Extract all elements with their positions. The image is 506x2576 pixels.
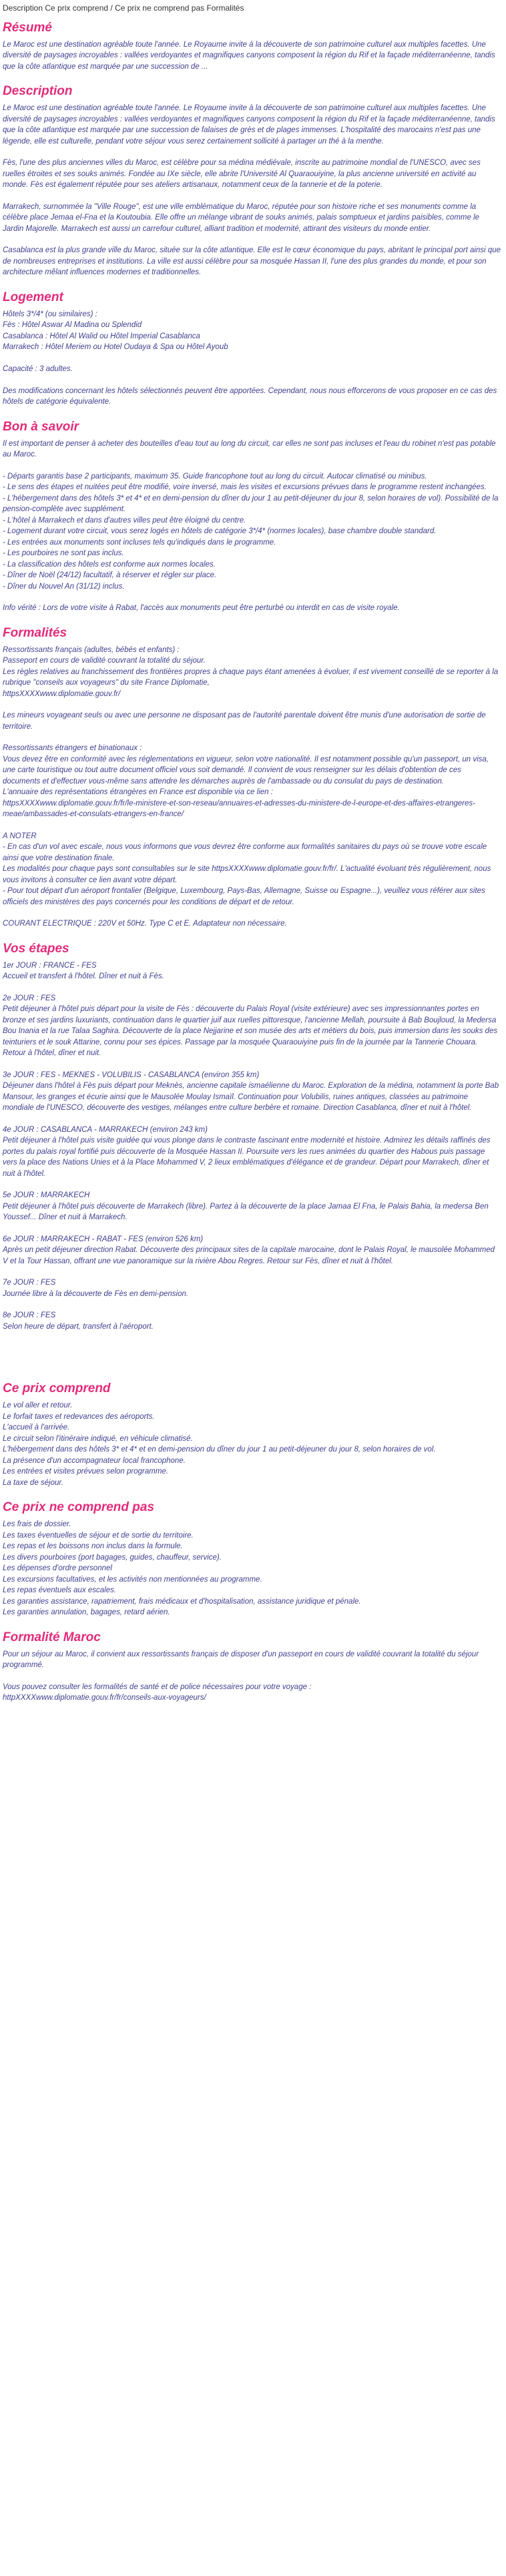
prix-ne-comprend-pas-heading: Ce prix ne comprend pas [3, 1500, 155, 1514]
section-nav-line: Description Ce prix comprend / Ce prix ne comprend pas Formalités [3, 3, 244, 13]
bon-a-savoir-heading: Bon à savoir [3, 419, 79, 434]
description-paragraph-4: Casablanca est la plus grande ville du Maroc, située sur la côte atlantique. Elle est le cœur économique du pays, abritant le principal port ainsi que de nombreuses entreprises et institutions. La ville est aussi célèbre pour sa mosquée Hassan II, l'une des plus grandes du monde, et pour son architecture mêlant influences modernes et traditionnelles. [3, 246, 501, 276]
description-paragraph-2: Fès, l'une des plus anciennes villes du Maroc, est célèbre pour sa médina médiévale, inscrite au patrimoine mondial de l'UNESCO, avec ses ruelles étroites et ses souks animés. Fondée au IXe siècle, elle abrite l'Université Al Quaraouiyine, la plus ancienne université en activité au monde. Fès est également réputée pour ses ateliers artisanaux, notamment ceux de la tannerie et de la poterie. [3, 159, 481, 189]
etape-day: 3e JOUR : FES - MEKNES - VOLUBILIS - CASABLANCA (environ 355 km) Déjeuner dans l'hôtel à Fès puis départ pour Meknès, ancienne capitale ismaélienne du Maroc. Exploration de la médina, notamment la porte Bab Mansour, les granges et écurie ainsi que le Mausolée Moulay Ismaïl. Continuation pour Volubilis, ruines antiques, classées au patrimoine mondiale de l'UNESCO, découverte des vestiges, mélanges entre culture berbère et romaine. Direction Casablanca, dîner et nuit à l'hôtel. [3, 1070, 499, 1112]
formalite-maroc-heading: Formalité Maroc [3, 1630, 101, 1644]
formalites-a-noter: A NOTER - En cas d'un vol avec escale, nous vous informons que vous devrez être conforme aux formalités sanitaires du pays où se trouve votre escale ainsi que votre destination finale. Les modalités pour chaque pays sont consultables sur le site httpsXXXXwww.diplomatie.gouv.fr/fr/. L'actualité évoluant très régulièrement, nous vous invitons à consulter ce lien avant votre départ. - Pour tout départ d'un aéroport frontalier (Belgique, Luxembourg, Pays-Bas, Allemagne, Suisse ou Espagne...), veuillez vous référer aux sites officiels des ministères des pays concernés pour les conditions de départ et de retour. [3, 832, 491, 906]
formalites-heading: Formalités [3, 625, 67, 640]
logement-note: Des modifications concernant les hôtels sélectionnés peuvent être apportées. Cependant, nous nous efforcerons de vous proposer en ce cas des hôtels de catégorie équivalente. [3, 386, 497, 406]
prix-comprend-list: Le vol aller et retour. Le forfait taxes et redevances des aéroports. L'accueil à l'arrivée. Le circuit selon l'itinéraire indiqué, en véhicule climatisé. L'hébergement dans des hôtels 3* et 4* et en demi-pension du dîner du jour 1 au petit-déjeuner du jour 8, selon horaires de vol. La présence d'un accompagnateur local francophone. Les entrées et visites prévues selon programme. La taxe de séjour. [3, 1401, 436, 1487]
bon-a-savoir-info: Info vérité : Lors de votre visite à Rabat, l'accès aux monuments peut être perturbé ou interdit en cas de visite royale. [3, 604, 400, 612]
formalites-francais: Ressortissants français (adultes, bébés et enfants) : Passeport en cours de validité couvrant la totalité du séjour. Les règles relatives au franchissement des frontières propres à chaque pays étant amenées à évoluer, il est vivement conseillé de se reporter à la rubrique "conseils aux voyageurs" du site France Diplomatie, httpsXXXXwww.diplomatie.gouv.fr/ [3, 645, 499, 698]
etape-day: 8e JOUR : FES Selon heure de départ, transfert à l'aéroport. [3, 1311, 154, 1331]
etape-day: 7e JOUR : FES Journée libre à la découverte de Fès en demi-pension. [3, 1279, 189, 1298]
bon-a-savoir-intro: Il est important de penser à acheter des bouteilles d'eau tout au long du circuit, car elles ne sont pas incluses et l'eau du robinet n'est pas potable au Maroc. [3, 439, 496, 458]
resume-heading: Résumé [3, 20, 52, 35]
formalite-maroc-lien: Vous pouvez consulter les formalités de santé et de police nécessaires pour votre voyage : httpXXXXwww.diplomatie.gouv.fr/fr/conseils-aux-voyageurs/ [3, 1682, 312, 1702]
prix-ne-comprend-pas-list: Les frais de dossier. Les taxes éventuelles de séjour et de sortie du territoire. Les repas et les boissons non inclus dans la formule. Les divers pourboires (port bagages, guides, chauffeur, service). Les dépenses d'ordre personnel Les excursions facultatives, et les activités non mentionnées au programme. Les repas éventuels aux escales. Les garanties assistance, rapatriement, frais médicaux et d'hospitalisation, assistance juridique et pénale. Les garanties annulation, bagages, retard aérien. [3, 1520, 361, 1616]
resume-text: Le Maroc est une destination agréable toute l'année. Le Royaume invite à la découverte de son patrimoine culturel aux multiples facettes. Une diversité de paysages incroyables : vallées verdoyantes et magnifiques canyons composent la région du Rif et la façade méditerranéenne, tandis que la côte atlantique est marquée par une succession de ... [3, 40, 495, 71]
prix-comprend-heading: Ce prix comprend [3, 1381, 111, 1395]
etape-day: 2e JOUR : FES Petit déjeuner à l'hôtel puis départ pour la visite de Fès : découverte du Palais Royal (visite extérieure) avec ses impressionnantes portes en bronze et ses jardins luxuriants, continuation dans le quartier juif aux ruelles pittoresque, l'ancienne Mellah, poursuite à Bab Boujloud, la Medersa Bou Inania et la rue Talaa Saghira. Découverte de la place Nejjarine et son musée des arts et métiers du bois, puis immersion dans les souks des teinturiers et le souk Attarine, connu pour ses épices. Passage par la mosquée Quaraouiyine puis fin de la journée par la Tannerie Chouara. Retour à l'hôtel, dîner et nuit. [3, 994, 498, 1057]
bon-a-savoir-list: - Départs garantis base 2 participants, maximum 35. Guide francophone tout au long du circuit. Autocar climatisé ou minibus. - Le sens des étapes et nuitées peut être modifié, voire inversé, mais les visites et excursions prévues dans le programme restent inchangées. - L'hébergement dans des hôtels 3* et 4* et en demi-pension du dîner du jour 1 au petit-déjeuner du jour 8, selon horaires de vol). Possibilité de la pension-complète avec supplément. - L'hôtel à Marrakech et dans d'autres villes peut être éloigné du centre. - Logement durant votre circuit, vous serez logés en hôtels de catégorie 3*/4* (normes locales), base chambre double standard. - Les entrées aux monuments sont incluses tels qu'indiqués dans le programme. - Les pourboires ne sont pas inclus. - La classification des hôtels est conforme aux normes locales. - Dîner de Noël (24/12) facultatif, à réserver et régler sur place. - Dîner du Nouvel An (31/12) inclus. [3, 472, 499, 591]
formalites-mineurs: Les mineurs voyageant seuls ou avec une personne ne disposant pas de l'autorité parentale doivent être munis d'une autorisation de sortie de territoire. [3, 711, 486, 731]
description-heading: Description [3, 84, 73, 98]
etape-day: 5e JOUR : MARRAKECH Petit déjeuner à l'hôtel puis découverte de Marrakech (libre). Partez à la découverte de la place Jamaa El Fna, le Palais Bahia, la medersa Ben Youssef... Dîner et nuit à Marrakech. [3, 1191, 489, 1221]
formalite-maroc-passeport: Pour un séjour au Maroc, il convient aux ressortissants français de disposer d'un passeport en cours de validité couvrant la totalité du séjour programmé. [3, 1650, 479, 1669]
description-paragraph-1: Le Maroc est une destination agréable toute l'année. Le Royaume invite à la découverte de son patrimoine culturel aux multiples facettes. Une diversité de paysages incroyables : vallées verdoyantes et magnifiques canyons composent la région du Rif et la façade méditerranéenne, tandis que la côte atlantique est marquée par une succession de falaises de grès et de plages immenses. L'hospitalité des marocains n'est pas une légende, elle est culturelle, pendant votre séjour vous serez certainement sollicité à partager un thé à la menthe. [3, 104, 495, 145]
etape-day: 6e JOUR : MARRAKECH - RABAT - FES (environ 526 km) Après un petit déjeuner direction Rabat. Découverte des principaux sites de la capitale marocaine, dont le Palais Royal, le mausolée Mohammed V et la Tour Hassan, offrant une vue panoramique sur la rivière Abou Regres. Retour sur Fès, dîner et nuit à l'hôtel. [3, 1235, 495, 1265]
formalites-etrangers: Ressortissants étrangers et binationaux : Vous devez être en conformité avec les réglementations en vigueur, selon votre nationalité. Il est notamment possible qu'un passeport, un visa, une carte touristique ou tout autre document officiel vous soit demandé. Il convient de vous renseigner sur les délais d'obtention de ces documents et d'effectuer vous-même sans attendre les démarches auprès de l'ambassade ou du consulat du pays de destination. L'annuaire des représentations étrangères en France est disponible via ce lien : httpsXXXXwww.diplomatie.gouv.fr/fr/le-ministere-et-son-reseau/annuaires-et-adresses-du-ministere-de-l-europe-et-des-affaires-etrangeres-meae/ambassades-et-consulats-etrangers-en-france/ [3, 744, 489, 818]
etapes-heading: Vos étapes [3, 941, 69, 956]
etape-day: 1er JOUR : FRANCE - FES Accueil et transfert à l'hôtel. Dîner et nuit à Fès. [3, 961, 164, 980]
formalites-courant: COURANT ELECTRIQUE : 220V et 50Hz. Type C et E. Adaptateur non nécessaire. [3, 920, 287, 928]
logement-heading: Logement [3, 290, 63, 304]
logement-hotels: Hôtels 3*/4* (ou similaires) : Fès : Hôtel Aswar Al Madina ou Splendid Casablanca : Hôtel Al Walid ou Hôtel Imperial Casablanca Marrakech : Hôtel Meriem ou Hotel Oudaya & Spa ou Hôtel Ayoub Capacité : 3 adultes. [3, 310, 228, 373]
etape-day: 4e JOUR : CASABLANCA - MARRAKECH (environ 243 km) Petit déjeuner à l'hôtel puis visite guidée qui vous plonge dans le contraste fascinant entre modernité et histoire. Admirez les détails raffinés des portes du palais royal fortifié puis découverte de la Mosquée Hassan II. Poursuite vers les rues animées du quartier des Habous puis passage vers la place des Nations Unies et à la Place Mohammed V, 2 lieux emblématiques d'élégance et de grandeur. Départ pour Marrakech, dîner et nuit à l'hôtel. [3, 1125, 491, 1178]
spacer [3, 1343, 501, 1369]
description-paragraph-3: Marrakech, surnommée la "Ville Rouge", est une ville emblématique du Maroc, réputée pour son histoire riche et ses monuments comme la célèbre place Jemaa el-Fna et la Koutoubia. Elle offre un mélange vibrant de souks animés, palais somptueux et jardins paisibles, comme le Jardin Majorelle. Marrakech est aussi un carrefour culturel, alliant tradition et modernité, attirant des visiteurs du monde entier. [3, 202, 480, 233]
